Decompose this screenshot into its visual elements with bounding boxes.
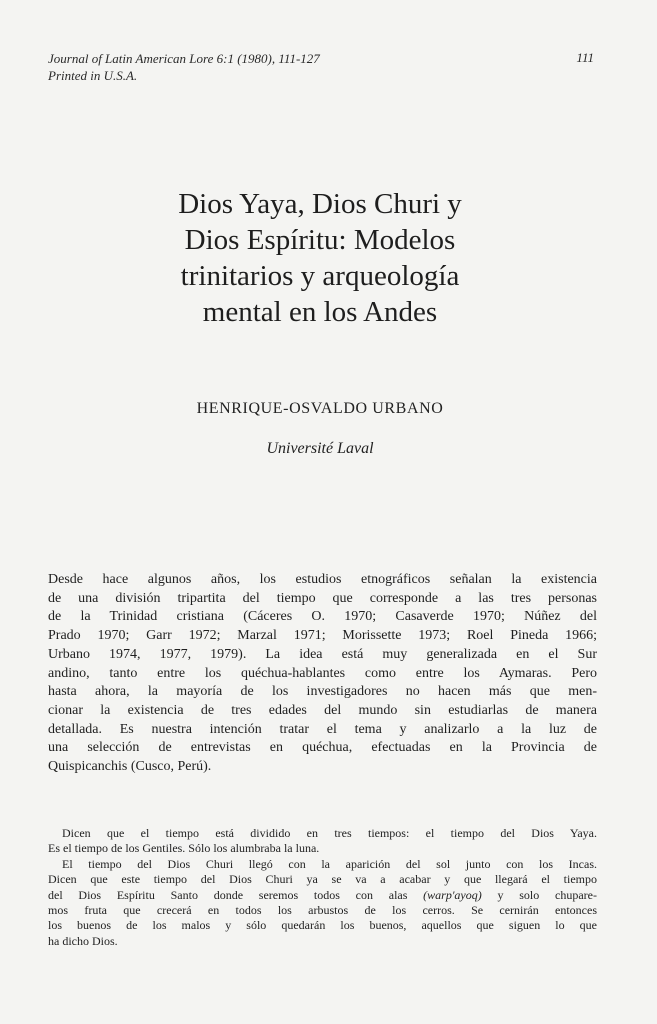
quote-text: y solo chupare- (481, 887, 597, 902)
abstract-line: una selección de entrevistas en quéchua, efectuadas en la Provincia de (48, 740, 597, 756)
quote-line: Dicen que este tiempo del Dios Churi ya se va a acabar y que llegará el tiempo (48, 872, 597, 887)
quote-line: Es el tiempo de los Gentiles. Sólo los alumbraba la luna. (48, 841, 320, 856)
quote-line: mos fruta que crecerá en todos los arbustos de los cerros. Se cernirán entonces (48, 903, 597, 918)
running-head (48, 50, 320, 84)
abstract-line: cionar la existencia de tres edades del mundo sin estudiarlas de manera (48, 702, 597, 718)
article-title (0, 186, 640, 330)
abstract-paragraph (48, 571, 597, 777)
title-line: Dios Espíritu: Modelos (184, 224, 456, 256)
quote-text: del Dios Espíritu Santo donde seremos todos con alas (48, 887, 424, 902)
title-line: mental en los Andes (202, 296, 438, 328)
abstract-line: Prado 1970; Garr 1972; Marzal 1971; Morissette 1973; Roel Pineda 1966; (48, 628, 597, 644)
quote-line: El tiempo del Dios Churi llegó con la aparición del sol junto con los Incas. (62, 856, 597, 871)
abstract-line: Desde hace algunos años, los estudios etnográficos señalan la existencia (48, 572, 597, 587)
quote-line: Dicen que el tiempo está dividido en tres tiempos: el tiempo del Dios Yaya. (62, 826, 597, 840)
abstract-line: de la Trinidad cristiana (Cáceres O. 1970; Casaverde 1970; Núñez del (48, 609, 597, 625)
abstract-line: hasta ahora, la mayoría de los investigadores no hacen más que men- (48, 684, 597, 700)
abstract-line: andino, tanto entre los quéchua-hablantes como entre los Aymaras. Pero (48, 665, 597, 681)
abstract-line: detallada. Es nuestra intención tratar el tema y analizarlo a la luz de (48, 721, 597, 737)
quechua-term: (warp'ayoq) (423, 887, 482, 902)
title-line: Dios Yaya, Dios Churi y (178, 188, 462, 220)
abstract-line: Urbano 1974, 1977, 1979). La idea está muy generalizada en el Sur (48, 646, 597, 662)
page-number: 111 (576, 50, 594, 65)
abstract-line: Quispicanchis (Cusco, Perú). (48, 759, 212, 775)
interview-quote (48, 826, 597, 949)
author-affiliation: Université Laval (266, 440, 374, 457)
quote-line: los buenos de los malos y sólo quedarán los buenos, aquellos que siguen lo que (48, 918, 597, 933)
quote-line: ha dicho Dios. (48, 933, 118, 948)
journal-citation: Journal of Latin American Lore 6:1 (1980), 111-127 (48, 51, 320, 66)
quote-line (48, 888, 597, 903)
abstract-line: de una división tripartita del tiempo que corresponde a las tres personas (48, 590, 597, 606)
author-name: HENRIQUE-OSVALDO URBANO (196, 400, 444, 417)
title-line: trinitarios y arqueología (180, 260, 460, 292)
printed-in: Printed in U.S.A. (48, 68, 138, 83)
